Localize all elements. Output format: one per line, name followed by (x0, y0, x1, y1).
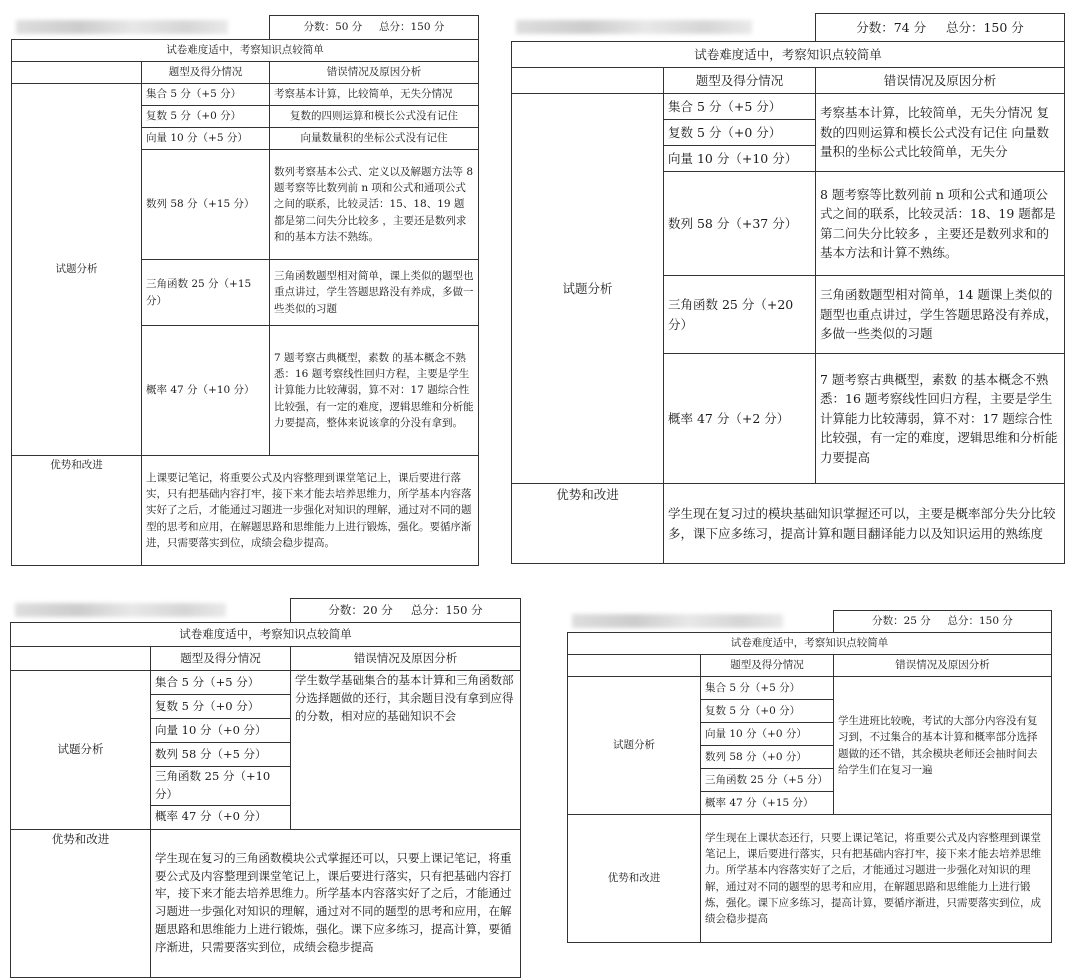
score-cell: 分数：50 分 总分：150 分 (270, 16, 479, 40)
report-table-4 (567, 610, 1052, 943)
analysis-label: 试题分析 (512, 94, 664, 484)
report-sheet-1 (11, 15, 479, 566)
report-sheet-3 (10, 598, 521, 978)
redacted-name (11, 599, 291, 623)
difficulty-row: 试卷难度适中，考察知识点较简单 (568, 633, 1052, 655)
redacted-name (568, 611, 834, 633)
item-type: 集合 5 分（+5 分） (664, 94, 816, 120)
report-table-3 (10, 598, 521, 978)
item-type: 数列 58 分（+0 分） (701, 746, 834, 769)
item-type: 集合 5 分（+5 分） (701, 677, 834, 700)
redacted-name (12, 16, 270, 40)
analysis-label: 试题分析 (568, 677, 701, 815)
item-type: 三角函数 25 分（+20 分） (664, 276, 816, 354)
item-type: 向量 10 分（+0 分） (701, 723, 834, 746)
item-type: 向量 10 分（+5 分） (142, 128, 270, 150)
header-type: 题型及得分情况 (151, 647, 291, 671)
difficulty-row: 试卷难度适中，考察知识点较简单 (11, 623, 521, 647)
header-type: 题型及得分情况 (701, 655, 834, 677)
item-type: 三角函数 25 分（+10 分） (151, 767, 291, 806)
header-type: 题型及得分情况 (664, 68, 816, 94)
item-analysis: 7 题考察古典概型，素数 的基本概念不熟悉：16 题考察线性回归方程，主要是学生计算能力比较薄弱，算不对：17 题综合性比较强，有一定的难度，逻辑思维和分析能力要提高，整体来说该拿的分没有拿到。 (270, 326, 479, 456)
item-type: 数列 58 分（+15 分） (142, 150, 270, 260)
header-type: 题型及得分情况 (142, 62, 270, 84)
score-cell: 分数：25 分 总分：150 分 (834, 611, 1052, 633)
item-type: 复数 5 分（+0 分） (664, 120, 816, 146)
item-type: 概率 47 分（+0 分） (151, 805, 291, 829)
item-type: 概率 47 分（+10 分） (142, 326, 270, 456)
item-type: 三角函数 25 分（+15 分） (142, 260, 270, 326)
item-type: 概率 47 分（+2 分） (664, 354, 816, 484)
report-sheet-4 (567, 610, 1052, 943)
header-blank (11, 647, 151, 671)
item-type: 向量 10 分（+0 分） (151, 719, 291, 743)
item-analysis: 考察基本计算，比较简单，无失分情况 (270, 84, 479, 106)
item-type: 集合 5 分（+5 分） (151, 671, 291, 695)
advantage-text: 学生现在上课状态还行，只要上课记笔记，将重要公式及内容整理到课堂笔记上，课后要进行落实，只有把基础内容打牢，接下来才能去培养思维力。所学基本内容落实好了之后，才能通过习题进一步强化对知识的理解，通过对不同的题型的思考和应用，在解题思路和思维能力上进行锻炼，强化。课下应多练习，提高计算，要循序渐进，只需要落实到位，成绩会稳步提高 (701, 815, 1052, 943)
difficulty-row: 试卷难度适中，考察知识点较简单 (512, 42, 1065, 68)
report-table-1 (11, 15, 479, 566)
item-analysis: 三角函数题型相对简单，课上类似的题型也重点讲过，学生答题思路没有养成，多做一些类似的习题 (270, 260, 479, 326)
item-analysis: 7 题考察古典概型，素数 的基本概念不熟悉：16 题考察线性回归方程，主要是学生计算能力比较薄弱，算不对：17 题综合性比较强，有一定的难度，逻辑思维和分析能力要提高 (816, 354, 1065, 484)
redacted-name (512, 14, 816, 42)
item-analysis: 三角函数题型相对简单，14 题课上类似的题型也重点讲过，学生答题思路没有养成，多做一些类似的习题 (816, 276, 1065, 354)
header-error: 错误情况及原因分析 (270, 62, 479, 84)
item-analysis: 数列考察基本公式、定义以及解题方法等 8 题考察等比数列前 n 项和公式和通项公式之间的联系，比较灵活：15、18、19 题都是第二问失分比较多 ，主要还是数列求和的基本方法不熟练。 (270, 150, 479, 260)
header-blank (512, 68, 664, 94)
item-type: 概率 47 分（+15 分） (701, 792, 834, 815)
analysis-label: 试题分析 (12, 84, 142, 456)
report-sheet-2 (511, 13, 1065, 564)
item-type: 向量 10 分（+10 分） (664, 146, 816, 172)
item-analysis: 向量数量积的坐标公式没有记住 (270, 128, 479, 150)
item-type: 复数 5 分（+0 分） (151, 695, 291, 719)
advantage-label: 优势和改进 (512, 484, 664, 564)
score-cell: 分数：74 分 总分：150 分 (816, 14, 1065, 42)
item-type: 三角函数 25 分（+5 分） (701, 769, 834, 792)
score-cell: 分数：20 分 总分：150 分 (291, 599, 521, 623)
advantage-text: 学生现在复习过的模块基础知识掌握还可以，主要是概率部分失分比较多，课下应多练习，提高计算和题目翻译能力以及知识运用的熟练度 (664, 484, 1065, 564)
advantage-label: 优势和改进 (568, 815, 701, 943)
merged-analysis: 学生数学基础集合的基本计算和三角函数部分选择题做的还行，其余题目没有拿到应得的分数，相对应的基础知识不会 (291, 671, 521, 830)
difficulty-row: 试卷难度适中，考察知识点较简单 (12, 40, 479, 62)
header-error: 错误情况及原因分析 (291, 647, 521, 671)
item-type: 复数 5 分（+0 分） (701, 700, 834, 723)
item-analysis: 8 题考察等比数列前 n 项和公式和通项公式之间的联系，比较灵活：18、19 题都是第二问失分比较多 ，主要还是数列求和的基本方法和计算不熟练。 (816, 172, 1065, 276)
header-error: 错误情况及原因分析 (816, 68, 1065, 94)
item-type: 数列 58 分（+5 分） (151, 743, 291, 767)
item-type: 复数 5 分（+0 分） (142, 106, 270, 128)
analysis-label: 试题分析 (11, 671, 151, 830)
header-error: 错误情况及原因分析 (834, 655, 1052, 677)
advantage-label: 优势和改进 (11, 829, 151, 977)
advantage-text: 学生现在复习的三角函数模块公式掌握还可以，只要上课记笔记，将重要公式及内容整理到课堂笔记上，课后要进行落实，只有把基础内容打牢，接下来才能去培养思维力。所学基本内容落实好了之后，才能通过习题进一步强化对知识的理解，通过对不同的题型的思考和应用，在解题思路和思维能力上进行锻炼，强化。课下应多练习，提高计算，要循序渐进，只需要落实到位，成绩会稳步提高 (151, 829, 521, 977)
header-blank (12, 62, 142, 84)
header-blank (568, 655, 701, 677)
item-analysis: 复数的四则运算和模长公式没有记住 (270, 106, 479, 128)
merged-analysis: 考察基本计算，比较简单，无失分情况 复数的四则运算和模长公式没有记住 向量数量积的坐标公式比较简单，无失分 (816, 94, 1065, 172)
item-type: 集合 5 分（+5 分） (142, 84, 270, 106)
report-table-2 (511, 13, 1065, 564)
advantage-label: 优势和改进 (12, 456, 142, 566)
advantage-text: 上课要记笔记，将重要公式及内容整理到课堂笔记上，课后要进行落实，只有把基础内容打牢，接下来才能去培养思维力，所学基本内容落实好了之后，才能通过习题进一步强化对知识的理解，通过对不同的题型的思考和应用，在解题思路和思维能力上进行锻炼，强化。要循序渐进，只需要落实到位，成绩会稳步提高。 (142, 456, 479, 566)
merged-analysis: 学生进班比较晚，考试的大部分内容没有复习到，不过集合的基本计算和概率部分选择题做的还不错，其余模块老师还会抽时间去给学生们在复习一遍 (834, 677, 1052, 815)
item-type: 数列 58 分（+37 分） (664, 172, 816, 276)
